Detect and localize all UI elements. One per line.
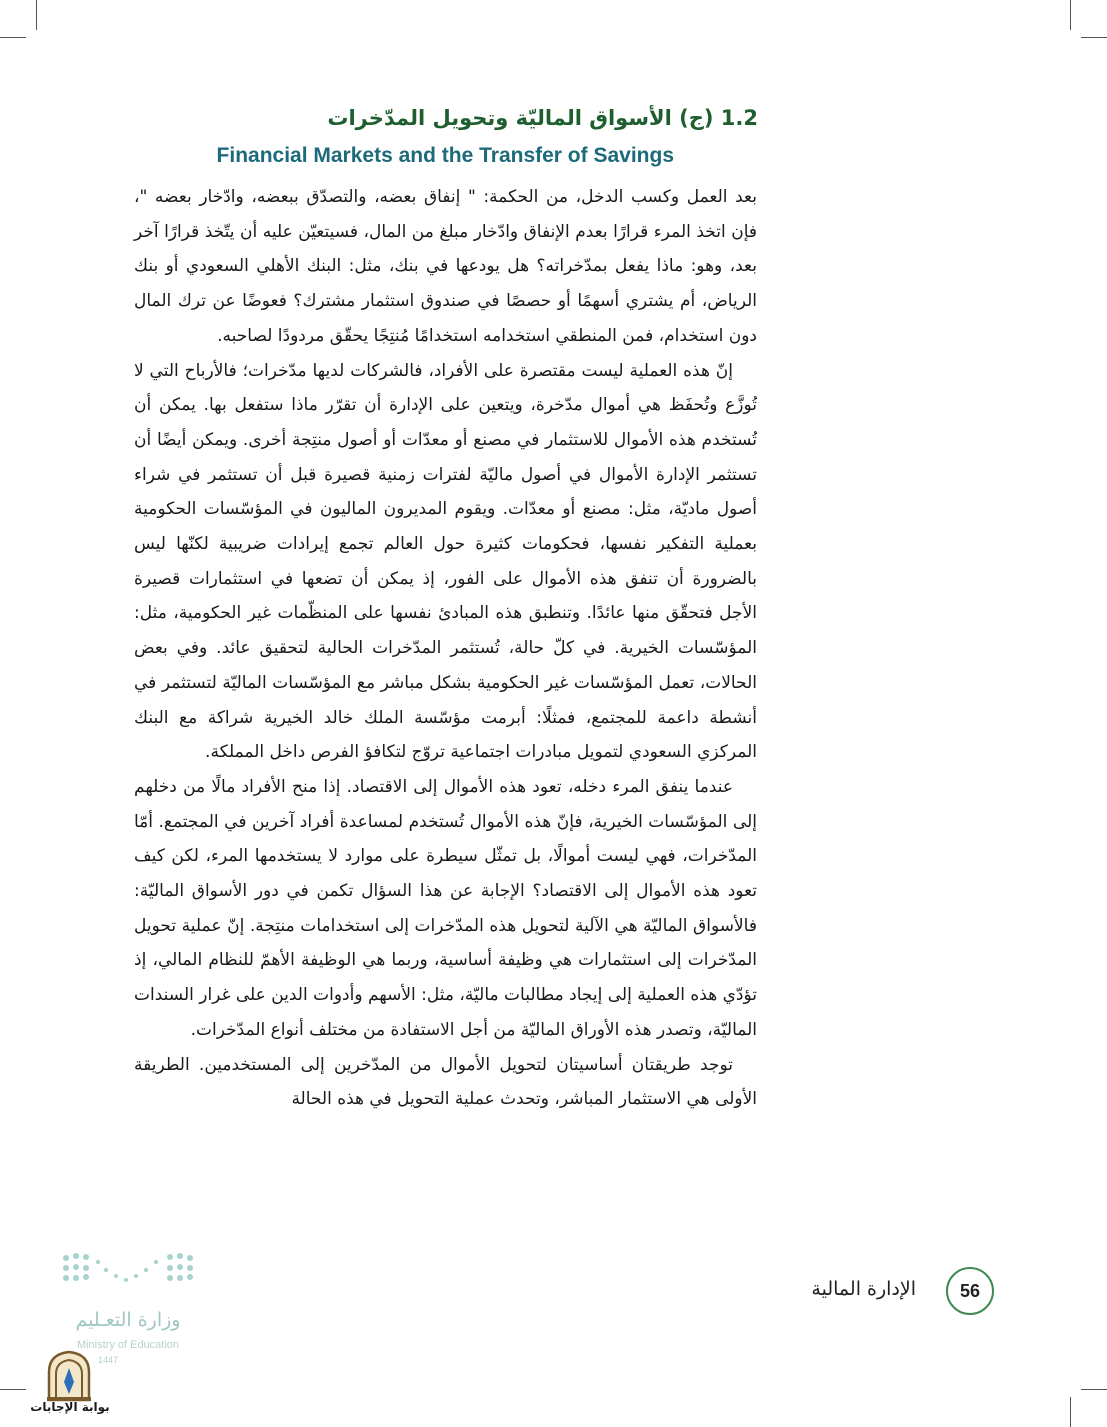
- crop-mark: [0, 1389, 26, 1390]
- ministry-name-english: Ministry of Education: [76, 1339, 180, 1351]
- ministry-name-arabic: وزارة التعـليم: [75, 1309, 181, 1331]
- section-title-english: Financial Markets and the Transfer of Savings: [216, 144, 674, 167]
- page-number: 56: [946, 1267, 994, 1315]
- gate-logo-icon: [44, 1350, 94, 1402]
- paragraph: توجد طريقتان أساسيتان لتحويل الأموال من المدّخرين إلى المستخدمين. الطريقة الأولى هي الاستثمار المباشر، وتحدث عملية التحويل في هذه الحالة: [134, 1054, 757, 1110]
- crop-mark: [1070, 1397, 1071, 1427]
- gate-label: بوابة الإجابات: [30, 1400, 110, 1414]
- book-title: الإدارة المالية: [811, 1278, 916, 1300]
- ministry-logo-dots-icon: [58, 1250, 200, 1294]
- crop-mark: [1070, 0, 1071, 30]
- paragraph: عندما ينفق المرء دخله، تعود هذه الأموال إلى الاقتصاد. إذا منح الأفراد مالًا من دخلهم إلى المؤسّسات الخيرية، فإنّ هذه الأموال تُستخدم لمساعدة أفراد آخرين في المجتمع. أمّا المدّخرات، فهي ليست أموالًا، بل تمثّل سيطرة على موارد لا يستخدمها المرء، لكن كيف تعود هذه الأموال إلى الاقتصاد؟ الإجابة عن هذا السؤال تكمن في دور الأسواق الماليّة: فالأسواق الماليّة هي الآلية لتحويل هذه المدّخرات إلى استخدامات منتِجة. إنّ عملية تحويل المدّخرات إلى استثمارات هي وظيفة أساسية، وربما هي الوظيفة الأهمّ للنظام المالي، إذ تؤدّي هذه العملية إلى إيجاد مطالبات ماليّة، مثل: الأسهم وأدوات الدين على غرار السندات الماليّة، وتصدر هذه الأوراق الماليّة من أجل الاستفادة من مختلف أنواع المدّخرات.: [134, 776, 757, 1040]
- crop-mark: [1081, 37, 1107, 38]
- body-text: [134, 180, 757, 1117]
- ministry-year: 1447: [98, 1355, 119, 1365]
- crop-mark: [36, 0, 37, 30]
- paragraph: إنّ هذه العملية ليست مقتصرة على الأفراد، فالشركات لديها مدّخرات؛ فالأرباح التي لا تُوزَّع وتُحفَظ هي أموال مدّخرة، ويتعين على الإدارة أن تقرّر ماذا ستفعل بها. يمكن أن تُستخدم هذه الأموال للاستثمار في مصنع أو معدّات أو أصول منتِجة أخرى. ويمكن أيضًا أن تستثمر الإدارة الأموال في أصول ماليّة لفترات زمنية قصيرة قبل أن تستثمر في شراء أصول ماديّة، مثل: مصنع أو معدّات. ويقوم المديرون الماليون في المؤسّسات الحكومية بعملية التفكير نفسها، فحكومات كثيرة حول العالم تجمع إيرادات ضريبية لكنّها ليس بالضرورة أن تنفق هذه الأموال على الفور، إذ يمكن أن تضعها في استثمارات قصيرة الأجل فتحقّق منها عائدًا. وتنطبق هذه المبادئ نفسها على المنظّمات غير الحكومية، مثل: المؤسّسات الخيرية. في كلّ حالة، تُستثمر المدّخرات الحالية لتحقيق عائد. وفي بعض الحالات، تعمل المؤسّسات غير الحكومية بشكل مباشر مع المؤسّسات الماليّة لتستثمر في أنشطة داعمة للمجتمع، فمثلًا: أبرمت مؤسّسة الملك خالد الخيرية شراكة مع البنك المركزي السعودي لتمويل مبادرات اجتماعية تروّج لتكافؤ الفرص داخل المملكة.: [134, 360, 757, 763]
- crop-mark: [1081, 1389, 1107, 1390]
- crop-mark: [0, 37, 26, 38]
- paragraph: بعد العمل وكسب الدخل، من الحكمة: " إنفاق بعضه، والتصدّق ببعضه، وادّخار بعضه "، فإن اتخذ المرء قرارًا بعدم الإنفاق وادّخار مبلغ من المال، فسيتعيّن عليه أن يتّخذ قرارًا آخر بعد، وهو: ماذا يفعل بمدّخراته؟ هل يودعها في بنك، مثل: البنك الأهلي السعودي أو بنك الرياض، أم يشتري أسهمًا أو حصصًا في صندوق استثمار مشترك؟ فعوضًا عن ترك المال دون استخدام، فمن المنطقي استخدامه استخدامًا مُنتِجًا يحقّق مردودًا لصاحبه.: [134, 187, 757, 346]
- section-title-arabic: 1.2 (ج) الأسواق الماليّة وتحويل المدّخرات: [327, 106, 758, 130]
